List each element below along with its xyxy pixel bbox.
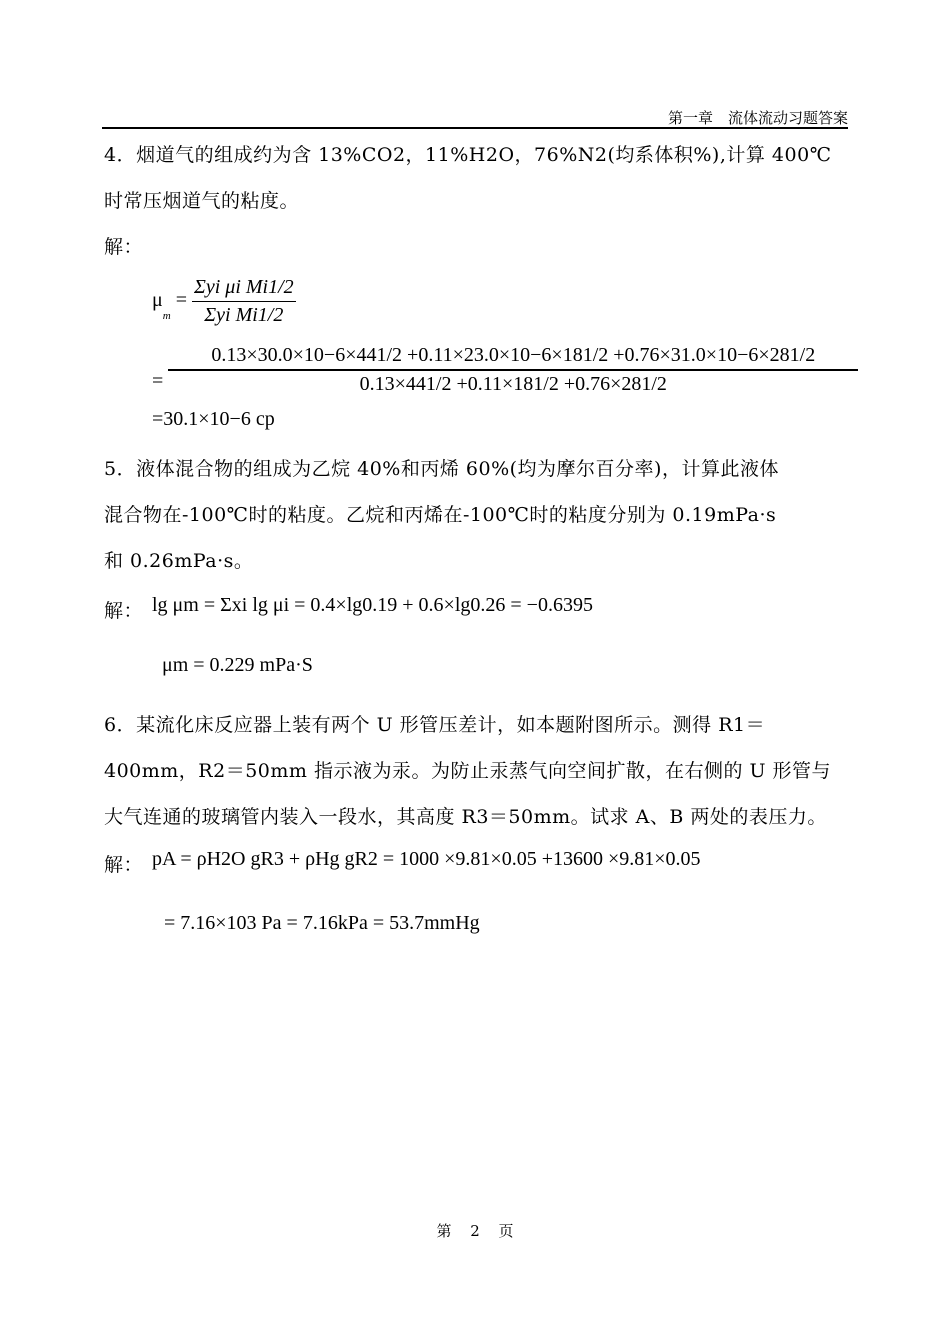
problem-6-text-line3: 大气连通的玻璃管内装入一段水，其高度 R3＝50mm。试求 A、B 两处的表压力。 — [104, 806, 827, 828]
problem-4-substitution: = 0.13×30.0×10−6×441/2 +0.11×23.0×10−6×181/2 +0.76×31.0×10−6×281/2 0.13×441/2 +0.11×181/2 +0.76×281/2 — [152, 344, 858, 396]
problem-5-text-line3: 和 0.26mPa·s。 — [104, 550, 254, 572]
problem-4-text-line2: 时常压烟道气的粘度。 — [104, 190, 300, 212]
problem-6-solution-label: 解： — [104, 854, 144, 876]
problem-5-text-line1: 5．液体混合物的组成为乙烷 40%和丙烯 60%(均为摩尔百分率)，计算此液体 — [104, 458, 779, 480]
problem-4-numerator-expression: 0.13×30.0×10−6×441/2 +0.11×23.0×10−6×181/2 +0.76×31.0×10−6×281/2 — [168, 344, 858, 371]
problem-5-solution-label: 解： — [104, 600, 144, 622]
problem-4-result: =30.1×10−6 cp — [152, 408, 275, 430]
page-number: 第 2 页 — [436, 1222, 514, 1240]
problem-4-denominator-expression: 0.13×441/2 +0.11×181/2 +0.76×281/2 — [359, 373, 667, 395]
problem-4-formula-numerator: Σyi μi Mi1/2 — [192, 276, 296, 302]
problem-4-solution-label: 解： — [104, 236, 144, 258]
problem-4-text-line1: 4．烟道气的组成约为含 13%CO2，11%H2O，76%N2(均系体积%),计算 400℃ — [104, 144, 832, 166]
problem-5-text-line2: 混合物在-100℃时的粘度。乙烷和丙烯在-100℃时的粘度分别为 0.19mPa·s — [104, 504, 777, 526]
problem-6-text-line2: 400mm，R2＝50mm 指示液为汞。为防止汞蒸气向空间扩散，在右侧的 U 形管与 — [104, 760, 832, 782]
problem-5-result: μm = 0.229 mPa·S — [162, 654, 313, 676]
page-header: 第一章 流体流动习题答案 — [667, 109, 848, 127]
problem-6-text-line1: 6．某流化床反应器上装有两个 U 形管压差计，如本题附图所示。测得 R1＝ — [104, 714, 766, 736]
problem-6-result: = 7.16×103 Pa = 7.16kPa = 53.7mmHg — [164, 912, 480, 934]
problem-6-equation: pA = ρH2O gR3 + ρHg gR2 = 1000 ×9.81×0.05 +13600 ×9.81×0.05 — [152, 848, 701, 870]
problem-5-equation: lg μm = Σxi lg μi = 0.4×lg0.19 + 0.6×lg0.26 = −0.6395 — [152, 594, 593, 616]
problem-4-formula-denominator: Σyi Mi1/2 — [204, 304, 284, 326]
header-rule — [102, 127, 848, 129]
problem-4-formula: $\mu_m$ = $\frac{\text{Σyi μi Mi1/2}}{\text{Σyi Mi1/2}}$ — [152, 276, 294, 326]
